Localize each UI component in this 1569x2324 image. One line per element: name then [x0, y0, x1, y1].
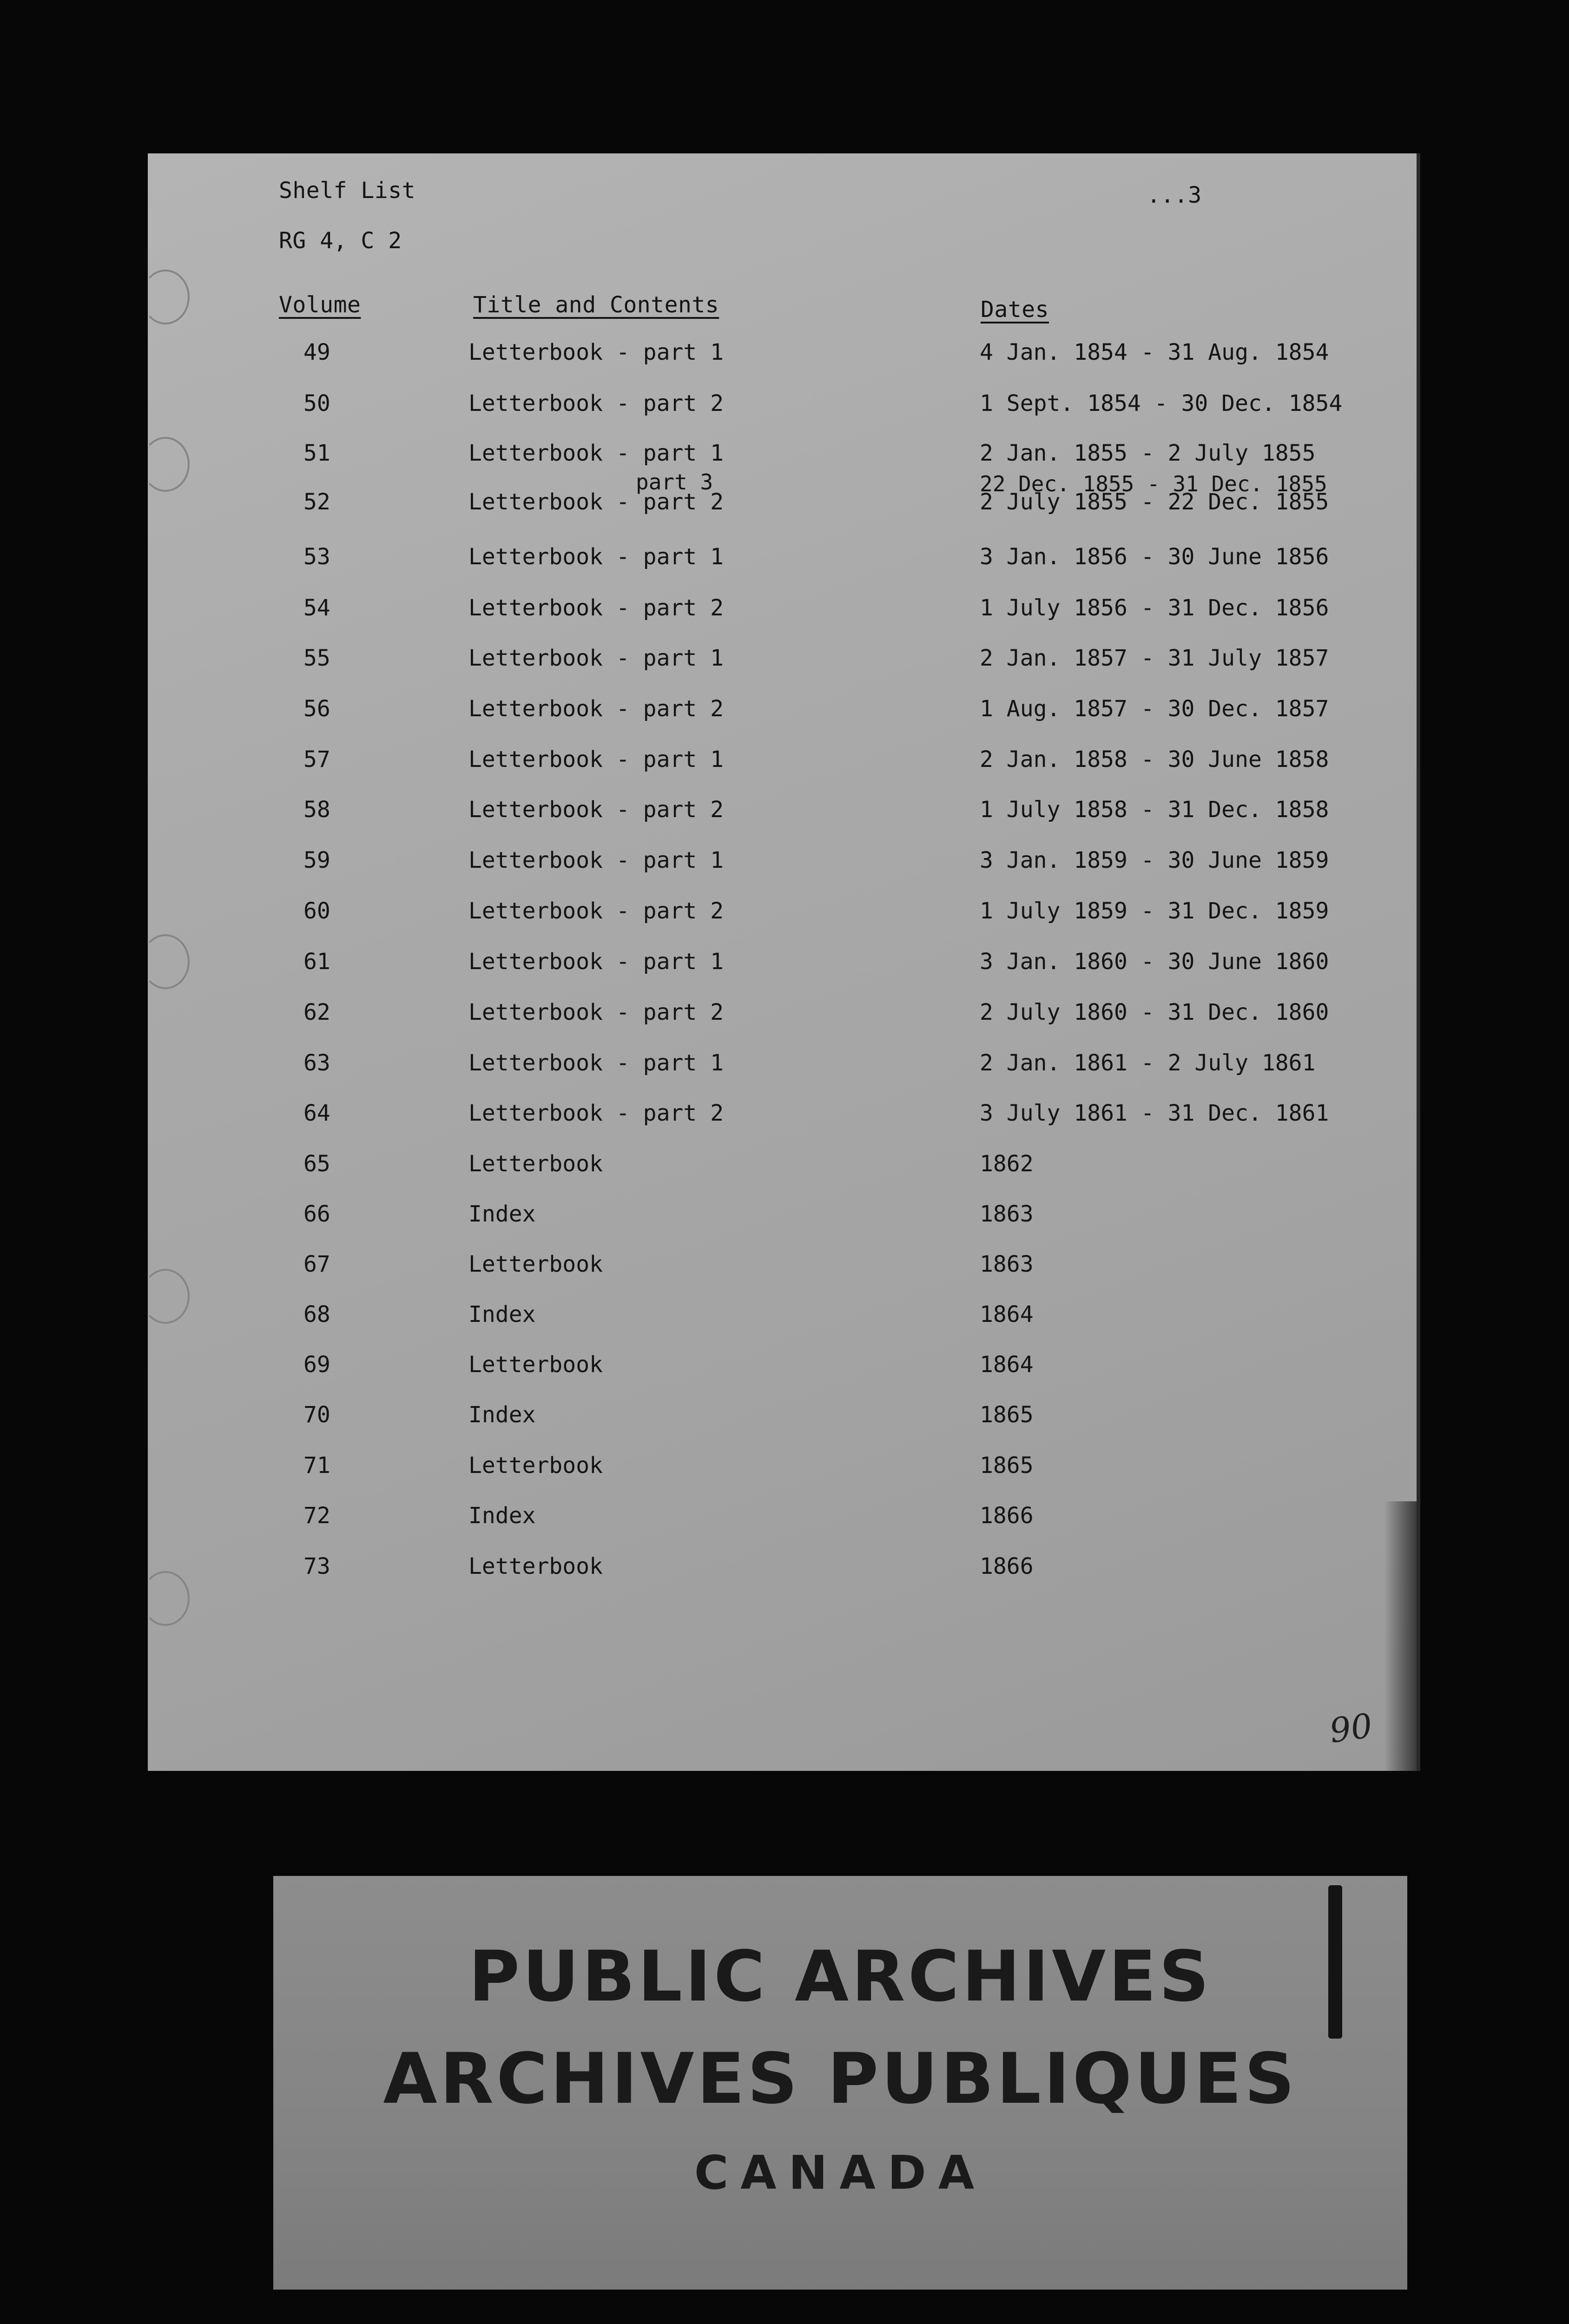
title-cell: Letterbook - part 1 [468, 949, 724, 975]
dates-cell: 1 July 1859 - 31 Dec. 1859 [980, 898, 1329, 924]
volume-cell: 55 [303, 645, 330, 671]
record-group-reference: RG 4, C 2 [279, 228, 402, 254]
dates-cell: 3 Jan. 1859 - 30 June 1859 [980, 847, 1329, 873]
title-cell: Index [468, 1503, 536, 1529]
title-cell: Letterbook - part 2 [468, 898, 724, 924]
dates-cell: 3 Jan. 1856 - 30 June 1856 [980, 544, 1329, 570]
dates-cell: 2 July 1855 - 22 Dec. 1855 [980, 489, 1329, 515]
dates-cell: 1865 [980, 1452, 1034, 1479]
volume-cell: 56 [303, 696, 330, 722]
title-cell: Letterbook [468, 1452, 603, 1479]
title-cell: Letterbook - part 2 [468, 489, 724, 515]
table-row [148, 1050, 1417, 1096]
volume-cell: 65 [303, 1151, 330, 1177]
title-cell: Letterbook - part 1 [468, 1050, 724, 1076]
column-header-title: Title and Contents [473, 292, 719, 318]
volume-cell: 50 [303, 390, 330, 416]
dates-cell: 1 July 1858 - 31 Dec. 1858 [980, 797, 1329, 823]
table-row [148, 390, 1417, 437]
title-cell: Letterbook - part 1 [468, 746, 724, 772]
volume-cell: 71 [303, 1452, 330, 1479]
table-row [148, 847, 1417, 894]
dates-cell: 2 Jan. 1855 - 2 July 1855 [980, 440, 1316, 466]
dates-cell: 3 Jan. 1860 - 30 June 1860 [980, 949, 1329, 975]
dates-cell: 1864 [980, 1301, 1034, 1327]
inserted-part-dates: 22 Dec. 1855 - 31 Dec. 1855 [980, 471, 1327, 496]
title-cell: Letterbook - part 2 [468, 999, 724, 1025]
shelf-list-heading: Shelf List [279, 178, 415, 204]
table-row [148, 595, 1417, 641]
table-row [148, 1201, 1417, 1248]
inserted-part-label: part 3 [636, 469, 713, 495]
table-row [148, 949, 1417, 995]
title-cell: Letterbook - part 1 [468, 847, 724, 873]
handwritten-page-number: 90 [1327, 1706, 1375, 1750]
title-cell: Index [468, 1301, 536, 1327]
punch-hole [141, 270, 190, 324]
title-cell: Letterbook [468, 1553, 603, 1579]
dates-cell: 1866 [980, 1553, 1034, 1579]
table-row [148, 1352, 1417, 1398]
dates-cell: 1 Sept. 1854 - 30 Dec. 1854 [980, 390, 1343, 416]
title-cell: Index [468, 1201, 536, 1227]
dates-cell: 1863 [980, 1201, 1034, 1227]
volume-cell: 51 [303, 440, 330, 466]
title-cell: Letterbook - part 1 [468, 645, 724, 671]
dates-cell: 4 Jan. 1854 - 31 Aug. 1854 [980, 339, 1329, 365]
volume-cell: 59 [303, 847, 330, 873]
column-header-volume: Volume [279, 292, 361, 318]
volume-cell: 61 [303, 949, 330, 975]
table-row [148, 1251, 1417, 1298]
dates-cell: 1863 [980, 1251, 1034, 1277]
volume-cell: 62 [303, 999, 330, 1025]
table-row [148, 696, 1417, 742]
table-row [148, 1452, 1417, 1499]
volume-cell: 54 [303, 595, 330, 621]
title-cell: Letterbook - part 2 [468, 390, 724, 416]
page-marker: ...3 [1147, 182, 1202, 208]
table-row [148, 339, 1417, 386]
archive-label-line-english: PUBLIC ARCHIVES [468, 1936, 1212, 2017]
volume-cell: 58 [303, 797, 330, 823]
volume-cell: 67 [303, 1251, 330, 1277]
volume-cell: 52 [303, 489, 330, 515]
dates-cell: 1 July 1856 - 31 Dec. 1856 [980, 595, 1329, 621]
table-row [148, 1503, 1417, 1549]
table-row [148, 1151, 1417, 1197]
volume-cell: 70 [303, 1402, 330, 1428]
title-cell: Letterbook - part 2 [468, 1100, 724, 1126]
volume-cell: 66 [303, 1201, 330, 1227]
title-cell: Letterbook - part 1 [468, 440, 724, 466]
table-row [148, 544, 1417, 590]
column-header-dates: Dates [981, 297, 1049, 323]
volume-cell: 63 [303, 1050, 330, 1076]
volume-cell: 49 [303, 339, 330, 365]
title-cell: Letterbook - part 1 [468, 544, 724, 570]
dates-cell: 2 Jan. 1861 - 2 July 1861 [980, 1050, 1316, 1076]
volume-cell: 60 [303, 898, 330, 924]
table-row [148, 746, 1417, 793]
volume-cell: 69 [303, 1352, 330, 1378]
title-cell: Letterbook [468, 1151, 603, 1177]
dates-cell: 2 July 1860 - 31 Dec. 1860 [980, 999, 1329, 1025]
table-row [148, 1402, 1417, 1448]
dates-cell: 2 Jan. 1857 - 31 July 1857 [980, 645, 1329, 671]
table-row [148, 1553, 1417, 1600]
title-cell: Letterbook [468, 1251, 603, 1277]
dates-cell: 1864 [980, 1352, 1034, 1378]
archive-label-line-french: ARCHIVES PUBLIQUES [383, 2039, 1298, 2119]
dates-cell: 1862 [980, 1151, 1034, 1177]
dates-cell: 1865 [980, 1402, 1034, 1428]
table-row [148, 1301, 1417, 1348]
title-cell: Letterbook [468, 1352, 603, 1378]
title-cell: Letterbook - part 2 [468, 595, 724, 621]
table-row [148, 1100, 1417, 1147]
dates-cell: 1 Aug. 1857 - 30 Dec. 1857 [980, 696, 1329, 722]
table-row [148, 797, 1417, 843]
archive-label-country: CANADA [694, 2146, 987, 2200]
title-cell: Letterbook - part 2 [468, 797, 724, 823]
dates-cell: 2 Jan. 1858 - 30 June 1858 [980, 746, 1329, 772]
table-row [148, 999, 1417, 1046]
volume-cell: 57 [303, 746, 330, 772]
volume-cell: 73 [303, 1553, 330, 1579]
title-cell: Letterbook - part 1 [468, 339, 724, 365]
shelf-list-page [148, 153, 1417, 1771]
volume-cell: 53 [303, 544, 330, 570]
dates-cell: 1866 [980, 1503, 1034, 1529]
table-row [148, 898, 1417, 944]
title-cell: Index [468, 1402, 536, 1428]
archive-label-card [273, 1876, 1407, 2290]
volume-cell: 68 [303, 1301, 330, 1327]
title-cell: Letterbook - part 2 [468, 696, 724, 722]
volume-cell: 72 [303, 1503, 330, 1529]
dates-cell: 3 July 1861 - 31 Dec. 1861 [980, 1100, 1329, 1126]
volume-cell: 64 [303, 1100, 330, 1126]
table-row [148, 645, 1417, 692]
